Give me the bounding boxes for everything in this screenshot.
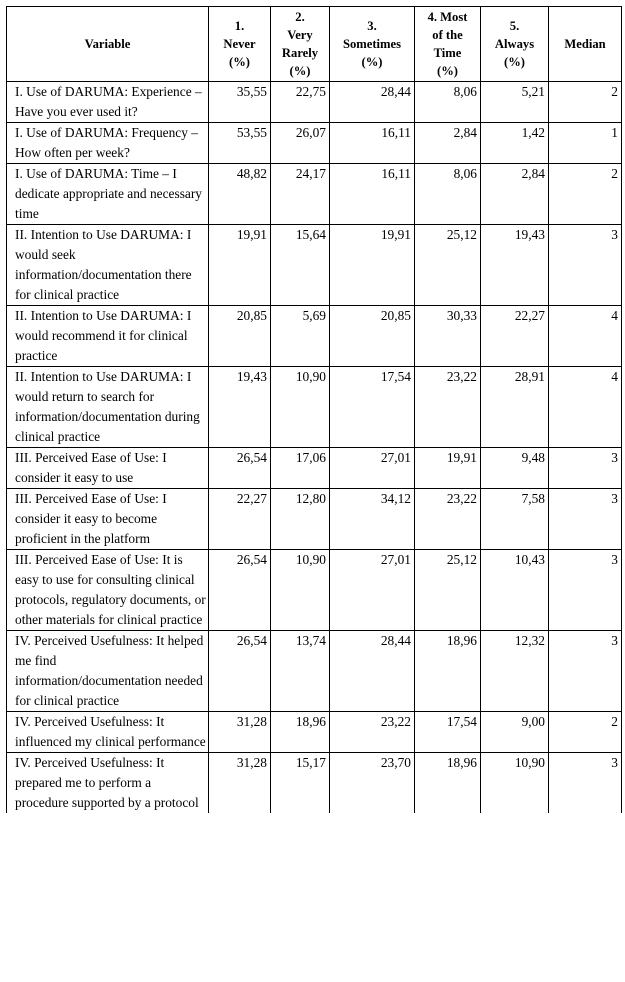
cell-variable: IV. Perceived Usefulness: It helped me find information/documentation needed for clinical practice xyxy=(7,631,209,712)
cell-sometimes: 17,54 xyxy=(330,367,415,448)
header-never-line: 1. xyxy=(234,19,245,33)
header-never-line: (%) xyxy=(229,55,250,69)
header-variable: Variable xyxy=(7,7,209,82)
cell-variable: II. Intention to Use DARUMA: I would recommend it for clinical practice xyxy=(7,306,209,367)
cell-always: 9,48 xyxy=(481,448,549,489)
cell-sometimes: 27,01 xyxy=(330,448,415,489)
header-never xyxy=(209,7,271,82)
cell-always: 7,58 xyxy=(481,489,549,550)
table-row xyxy=(7,448,622,489)
cell-never: 19,91 xyxy=(209,225,271,306)
cell-never: 48,82 xyxy=(209,164,271,225)
table-row xyxy=(7,489,622,550)
header-most-line: Time xyxy=(433,46,462,60)
cell-most: 25,12 xyxy=(415,550,481,631)
cell-never: 20,85 xyxy=(209,306,271,367)
cell-most: 8,06 xyxy=(415,164,481,225)
cell-variable: II. Intention to Use DARUMA: I would seek information/documentation there for clinical practice xyxy=(7,225,209,306)
cell-always: 9,00 xyxy=(481,712,549,753)
cell-never: 53,55 xyxy=(209,123,271,164)
cell-variable: II. Intention to Use DARUMA: I would return to search for information/documentation during clinical practice xyxy=(7,367,209,448)
cell-variable: I. Use of DARUMA: Frequency – How often per week? xyxy=(7,123,209,164)
cell-median: 3 xyxy=(549,489,622,550)
cell-always: 1,42 xyxy=(481,123,549,164)
cell-most: 18,96 xyxy=(415,753,481,814)
cell-sometimes: 27,01 xyxy=(330,550,415,631)
table-row xyxy=(7,631,622,712)
cell-most: 25,12 xyxy=(415,225,481,306)
table-row xyxy=(7,225,622,306)
cell-most: 2,84 xyxy=(415,123,481,164)
cell-median: 1 xyxy=(549,123,622,164)
cell-variable: IV. Perceived Usefulness: It prepared me to perform a procedure supported by a protocol xyxy=(7,753,209,814)
cell-median: 3 xyxy=(549,550,622,631)
cell-variable: I. Use of DARUMA: Time – I dedicate appropriate and necessary time xyxy=(7,164,209,225)
header-sometimes-line: Sometimes xyxy=(342,37,402,51)
table-row xyxy=(7,753,622,814)
header-median: Median xyxy=(549,7,622,82)
cell-median: 3 xyxy=(549,753,622,814)
header-always-line: Always xyxy=(494,37,535,51)
cell-never: 22,27 xyxy=(209,489,271,550)
cell-median: 2 xyxy=(549,712,622,753)
cell-sometimes: 20,85 xyxy=(330,306,415,367)
header-very-rarely-line: 2. xyxy=(295,10,305,24)
header-very-rarely-line: Very xyxy=(287,28,313,42)
cell-very-rarely: 24,17 xyxy=(271,164,330,225)
cell-variable: IV. Perceived Usefulness: It influenced my clinical performance xyxy=(7,712,209,753)
cell-never: 31,28 xyxy=(209,753,271,814)
cell-very-rarely: 10,90 xyxy=(271,550,330,631)
header-never-line: Never xyxy=(223,37,256,51)
cell-sometimes: 23,70 xyxy=(330,753,415,814)
header-sometimes xyxy=(330,7,415,82)
table-header-row xyxy=(7,7,622,82)
cell-median: 4 xyxy=(549,306,622,367)
cell-very-rarely: 13,74 xyxy=(271,631,330,712)
header-most-of-the-time xyxy=(415,7,481,82)
cell-sometimes: 23,22 xyxy=(330,712,415,753)
cell-most: 19,91 xyxy=(415,448,481,489)
cell-never: 26,54 xyxy=(209,550,271,631)
table-row xyxy=(7,367,622,448)
header-always-line: 5. xyxy=(509,19,520,33)
cell-most: 8,06 xyxy=(415,82,481,123)
header-always-line: (%) xyxy=(504,55,525,69)
cell-always: 12,32 xyxy=(481,631,549,712)
cell-very-rarely: 12,80 xyxy=(271,489,330,550)
cell-median: 2 xyxy=(549,164,622,225)
cell-sometimes: 28,44 xyxy=(330,631,415,712)
cell-very-rarely: 18,96 xyxy=(271,712,330,753)
header-sometimes-line: (%) xyxy=(361,55,383,69)
cell-most: 17,54 xyxy=(415,712,481,753)
cell-most: 23,22 xyxy=(415,367,481,448)
cell-never: 19,43 xyxy=(209,367,271,448)
cell-sometimes: 34,12 xyxy=(330,489,415,550)
cell-always: 22,27 xyxy=(481,306,549,367)
survey-results-table xyxy=(6,6,622,813)
cell-median: 3 xyxy=(549,448,622,489)
header-very-rarely xyxy=(271,7,330,82)
cell-variable: III. Perceived Ease of Use: It is easy to use for consulting clinical protocols, regulatory documents, or other materials for clinical practice xyxy=(7,550,209,631)
cell-variable: I. Use of DARUMA: Experience – Have you ever used it? xyxy=(7,82,209,123)
cell-always: 28,91 xyxy=(481,367,549,448)
cell-always: 19,43 xyxy=(481,225,549,306)
cell-very-rarely: 26,07 xyxy=(271,123,330,164)
cell-never: 26,54 xyxy=(209,448,271,489)
table-row xyxy=(7,164,622,225)
cell-never: 26,54 xyxy=(209,631,271,712)
table-row xyxy=(7,82,622,123)
cell-sometimes: 19,91 xyxy=(330,225,415,306)
cell-sometimes: 28,44 xyxy=(330,82,415,123)
cell-very-rarely: 17,06 xyxy=(271,448,330,489)
header-very-rarely-line: Rarely xyxy=(281,46,319,60)
cell-very-rarely: 15,64 xyxy=(271,225,330,306)
header-most-line: 4. Most xyxy=(427,10,468,24)
header-most-line: of the xyxy=(432,28,463,42)
cell-median: 2 xyxy=(549,82,622,123)
cell-sometimes: 16,11 xyxy=(330,123,415,164)
header-very-rarely-line: (%) xyxy=(289,64,311,78)
cell-very-rarely: 15,17 xyxy=(271,753,330,814)
table-row xyxy=(7,306,622,367)
cell-sometimes: 16,11 xyxy=(330,164,415,225)
cell-never: 31,28 xyxy=(209,712,271,753)
cell-most: 30,33 xyxy=(415,306,481,367)
cell-always: 5,21 xyxy=(481,82,549,123)
cell-very-rarely: 10,90 xyxy=(271,367,330,448)
cell-always: 2,84 xyxy=(481,164,549,225)
cell-median: 3 xyxy=(549,631,622,712)
cell-very-rarely: 22,75 xyxy=(271,82,330,123)
table-row xyxy=(7,123,622,164)
cell-always: 10,90 xyxy=(481,753,549,814)
header-sometimes-line: 3. xyxy=(367,19,377,33)
header-most-line: (%) xyxy=(437,64,458,78)
cell-very-rarely: 5,69 xyxy=(271,306,330,367)
header-always xyxy=(481,7,549,82)
cell-median: 3 xyxy=(549,225,622,306)
cell-variable: III. Perceived Ease of Use: I consider it easy to become proficient in the platform xyxy=(7,489,209,550)
cell-always: 10,43 xyxy=(481,550,549,631)
table-row xyxy=(7,712,622,753)
cell-most: 23,22 xyxy=(415,489,481,550)
cell-never: 35,55 xyxy=(209,82,271,123)
cell-median: 4 xyxy=(549,367,622,448)
cell-variable: III. Perceived Ease of Use: I consider it easy to use xyxy=(7,448,209,489)
cell-most: 18,96 xyxy=(415,631,481,712)
table-row xyxy=(7,550,622,631)
